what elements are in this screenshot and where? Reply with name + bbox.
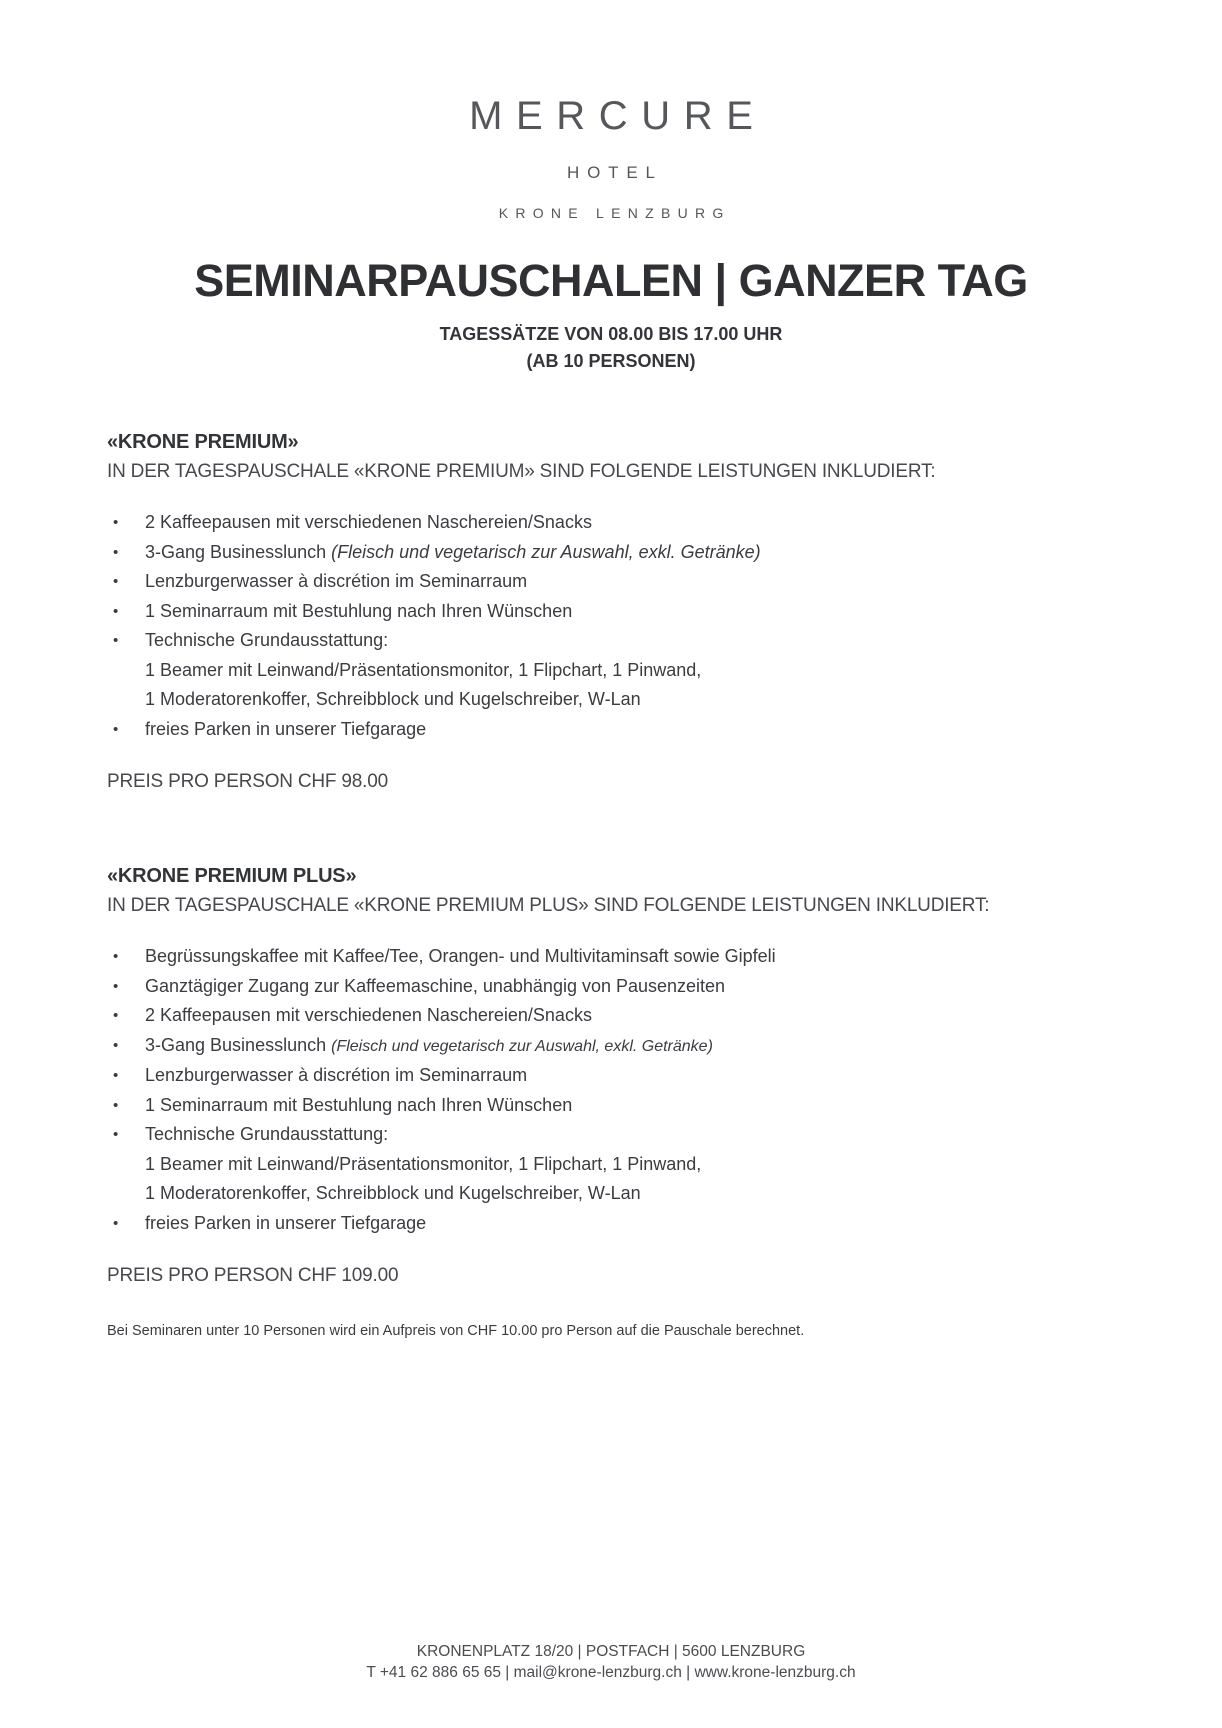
list-item — [107, 715, 1115, 745]
page-title: SEMINARPAUSCHALEN | GANZER TAG — [194, 255, 1028, 306]
subtitle-times: TAGESSÄTZE VON 08.00 BIS 17.00 UHR — [439, 324, 783, 344]
list-item-subline: 1 Moderatorenkoffer, Schreibblock und Kugelschreiber, W-Lan — [145, 689, 641, 709]
list-item-subline: 1 Beamer mit Leinwand/Präsentationsmonitor, 1 Flipchart, 1 Pinwand, — [145, 1153, 702, 1174]
logo-brand: MERCURE — [469, 94, 767, 138]
list-item-text: Ganztägiger Zugang zur Kaffeemaschine, unabhängig von Pausenzeiten — [145, 975, 726, 996]
benefits-list — [107, 942, 1115, 1238]
list-item — [107, 1001, 1115, 1031]
list-item-italic-note: (Fleisch und vegetarisch zur Auswahl, exkl. Getränke) — [331, 541, 761, 562]
list-item — [107, 626, 1115, 715]
bullet-icon: • — [113, 1007, 119, 1024]
hotel-logo — [107, 0, 1115, 221]
list-item-text: 1 Seminarraum mit Bestuhlung nach Ihren Wünschen — [145, 1094, 573, 1115]
bullet-icon: • — [113, 1126, 119, 1143]
list-item-subline: 1 Beamer mit Leinwand/Präsentationsmonitor, 1 Flipchart, 1 Pinwand, — [145, 659, 702, 680]
list-item-text: 2 Kaffeepausen mit verschiedenen Naschereien/Snacks — [145, 512, 592, 532]
list-item — [107, 567, 1115, 597]
section-intro: IN DER TAGESPAUSCHALE «KRONE PREMIUM PLUS» SIND FOLGENDE LEISTUNGEN INKLUDIERT: — [107, 895, 990, 916]
subtitle-min-persons: (AB 10 PERSONEN) — [526, 351, 696, 371]
section-intro: IN DER TAGESPAUSCHALE «KRONE PREMIUM» SIND FOLGENDE LEISTUNGEN INKLUDIERT: — [107, 461, 936, 482]
list-item — [107, 508, 1115, 538]
list-item-text: 3-Gang Businesslunch (Fleisch und vegetarisch zur Auswahl, exkl. Getränke) — [145, 541, 761, 562]
list-item-text: Begrüssungskaffee mit Kaffee/Tee, Orangen- und Multivitaminsaft sowie Gipfeli — [145, 946, 776, 966]
page-subtitle — [107, 321, 1115, 375]
list-item-text: freies Parken in unserer Tiefgarage — [145, 718, 427, 739]
list-item — [107, 1061, 1115, 1091]
bullet-icon: • — [113, 573, 119, 590]
bullet-icon: • — [113, 602, 119, 620]
bullet-icon: • — [113, 1036, 119, 1054]
footer-contact: T +41 62 886 65 65 | mail@krone-lenzburg.ch | www.krone-lenzburg.ch — [366, 1664, 856, 1681]
section-heading: «KRONE PREMIUM PLUS» — [107, 865, 357, 887]
footer-address: KRONENPLATZ 18/20 | POSTFACH | 5600 LENZBURG — [416, 1643, 806, 1660]
list-item — [107, 1031, 1115, 1062]
list-item — [107, 972, 1115, 1002]
bullet-icon: • — [113, 1096, 119, 1114]
list-item-text: Technische Grundausstattung: 1 Beamer mit Leinwand/Präsentationsmonitor, 1 Flipchart, 1 Pinwand, 1 Moderatorenkoffer, Schreibblock und Kugelschreiber, W-Lan — [145, 1120, 1115, 1209]
list-item-text: Lenzburgerwasser à discrétion im Seminarraum — [145, 1065, 528, 1085]
surcharge-note: Bei Seminaren unter 10 Personen wird ein Aufpreis von CHF 10.00 pro Person auf die Pauschale berechnet. — [107, 1323, 805, 1339]
price-per-person: PREIS PRO PERSON CHF 109.00 — [107, 1265, 399, 1286]
bullet-icon: • — [113, 977, 119, 995]
bullet-icon: • — [113, 632, 119, 649]
list-item-text: 2 Kaffeepausen mit verschiedenen Naschereien/Snacks — [145, 1005, 592, 1025]
bullet-icon: • — [113, 1214, 119, 1232]
list-item — [107, 1091, 1115, 1121]
bullet-icon: • — [113, 514, 119, 531]
price-per-person: PREIS PRO PERSON CHF 98.00 — [107, 771, 388, 792]
bullet-icon: • — [113, 543, 119, 561]
list-item-italic-note: (Fleisch und vegetarisch zur Auswahl, exkl. Getränke) — [331, 1037, 713, 1055]
logo-hotel-word: HOTEL — [567, 163, 663, 182]
bullet-icon: • — [113, 720, 119, 738]
list-item — [107, 942, 1115, 972]
list-item — [107, 1120, 1115, 1209]
list-item-subline: 1 Moderatorenkoffer, Schreibblock und Kugelschreiber, W-Lan — [145, 1183, 641, 1203]
bullet-icon: • — [113, 948, 119, 965]
list-item — [107, 538, 1115, 568]
section-heading: «KRONE PREMIUM» — [107, 431, 299, 453]
list-item — [107, 597, 1115, 627]
logo-location: KRONE LENZBURG — [498, 205, 731, 221]
section-krone-premium-plus — [107, 865, 1115, 1287]
section-krone-premium — [107, 431, 1115, 793]
bullet-icon: • — [113, 1067, 119, 1084]
list-item-text: freies Parken in unserer Tiefgarage — [145, 1212, 427, 1233]
list-item-text: Technische Grundausstattung: 1 Beamer mit Leinwand/Präsentationsmonitor, 1 Flipchart, 1 Pinwand, 1 Moderatorenkoffer, Schreibblock und Kugelschreiber, W-Lan — [145, 626, 1115, 715]
list-item — [107, 1209, 1115, 1239]
list-item-text: Lenzburgerwasser à discrétion im Seminarraum — [145, 571, 528, 591]
list-item-text: 3-Gang Businesslunch (Fleisch und vegetarisch zur Auswahl, exkl. Getränke) — [145, 1034, 713, 1055]
page-footer — [0, 1641, 1222, 1683]
list-item-text: 1 Seminarraum mit Bestuhlung nach Ihren Wünschen — [145, 600, 573, 621]
benefits-list — [107, 508, 1115, 744]
